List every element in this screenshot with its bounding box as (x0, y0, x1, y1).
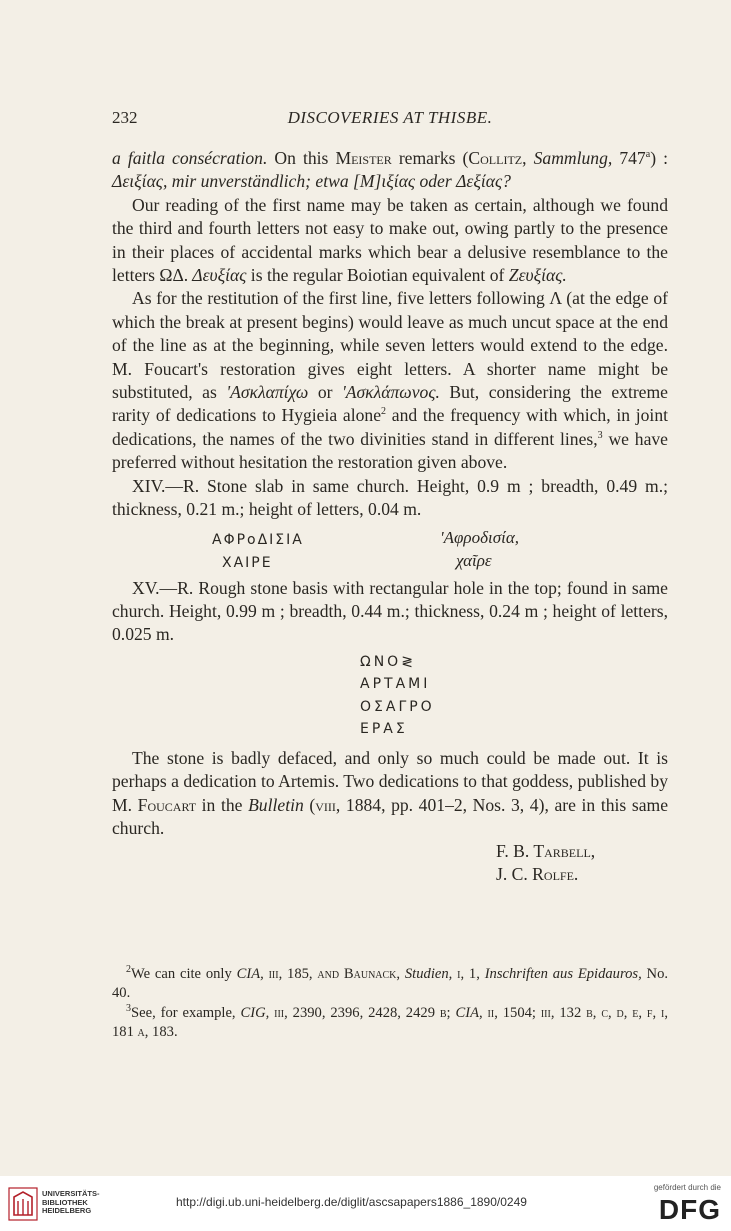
dfg-logo: DFG (658, 1194, 721, 1225)
signature-2: J. C. Rolfe. (496, 864, 579, 885)
p6-c: ( (303, 794, 316, 815)
page-number: 232 (112, 108, 138, 127)
p1-b: On this (267, 148, 336, 168)
paragraph-xv: XV.—R. Rough stone basis with rectangular hole in the top; found in same church. Height, 0.99 m ; breadth, 0.44 m.; thickness, 0.24 m ; height of letters, 0.025 m. (112, 577, 668, 645)
p2-text: Our reading of the first name may be taken as certain, although we found the third and fourth letters not easy to make out, owing partly to the presence in their places of accidental marks which bear a delusive resemblance to the letters ΩΔ. (112, 194, 668, 286)
university-library-logo (8, 1187, 38, 1221)
paragraph-xiv: XIV.—R. Stone slab in same church. Height, 0.9 m ; breadth, 0.49 m.; thickness, 0.21 m.; height of letters, 0.04 m. (112, 475, 668, 520)
library-line: BIBLIOTHEK (42, 1197, 88, 1207)
p6-a: The stone is badly defaced, and only so much could be made out. It is perhaps a dedication to Artemis. Two dedications to that goddess, published by M. (112, 747, 668, 815)
p3-d: we have preferred without hesitation the restoration given above. (112, 428, 668, 473)
p1-g: Δειξίας, mir unverständlich; etwa [M]ιξίας oder Δεξίας? (112, 171, 511, 192)
inscription-xv (112, 651, 668, 741)
author-foucart: Foucart (137, 794, 197, 815)
p1-e: 747 (612, 148, 646, 168)
digitization-footer (0, 1176, 731, 1231)
p3-greek2: 'Ασκλάπωνος. (342, 382, 440, 403)
library-line: HEIDELBERG (42, 1206, 92, 1215)
fn2-baunack: Baunack (343, 966, 397, 982)
fn2-c: , (396, 966, 405, 982)
footnote-2 (112, 965, 668, 1004)
fn2-d: i, 1, (452, 966, 485, 982)
inscription-xiv (112, 525, 668, 573)
p3-or: or (308, 382, 342, 403)
p6-d: , 1884, pp. 401–2, Nos. 3, 4), are in this same church. (112, 794, 669, 838)
running-title: DISCOVERIES AT THISBE. (287, 108, 493, 127)
p1-a: a faitla consécration. (112, 148, 268, 168)
p1-c: remarks ( (391, 148, 469, 168)
p3-c: and the frequency with which, in joint dedications, the names of the two divinities stand in different lines, (112, 405, 668, 449)
work-sammlung: Sammlung, (533, 148, 613, 168)
funding-note: gefördert durch die (653, 1183, 721, 1192)
source-url-link[interactable]: http://digi.ub.uni-heidelberg.de/diglit/ascsapapers1886_1890/0249 (176, 1195, 527, 1209)
author-meister: Meister (335, 148, 392, 168)
library-name (42, 1190, 100, 1216)
inscription-xiv-transcription-1: 'Αφροδισία, (440, 527, 519, 547)
fn2-a: We can cite only (131, 966, 237, 982)
author-collitz: Collitz (468, 148, 523, 168)
fn3-mark: 3 (126, 1002, 131, 1014)
work-bulletin: Bulletin (248, 794, 304, 815)
p3-greek1: 'Ασκλαπίχω (226, 382, 309, 403)
inscription-xv-line: ΩΝΟ≷ (360, 653, 416, 670)
footnotes (112, 965, 668, 1043)
signature-1: F. B. Tarbell, (496, 841, 596, 862)
fn2-e: No. 40. (112, 966, 669, 1002)
footnote-ref-3: 3 (597, 430, 603, 442)
fn2-inschriften: Inschriften aus Epidauros, (484, 966, 642, 982)
fn3-b: iii, 2390, 2396, 2428, 2429 b; (269, 1004, 456, 1021)
fn3-c: ii, 1504; iii, 132 b, c, d, e, f, i, 181 a, 183. (112, 1004, 668, 1041)
page-header (112, 108, 668, 130)
footnote-3 (112, 1004, 668, 1043)
p3-a: As for the restitution of the first line, five letters following Λ (at the edge of which the break at present begins) would leave as much uncut space at the end of the line as at the beginning, while seven letters would extend to the edge. M. Foucart's restoration gives eight letters. A shorter name might be substituted, as (112, 288, 668, 403)
inscription-xiv-line1: ΑΦΡοΔΙΣΙΑ (212, 531, 304, 548)
inscription-xv-line: ΕΡΑΣ (360, 721, 408, 738)
paragraph-2 (112, 194, 668, 288)
fn2-cia: CIA, (236, 966, 264, 982)
p1-sup: a (645, 149, 651, 161)
p2-greek2: Ζευξίας. (508, 265, 567, 286)
fn2-studien: Studien, (404, 966, 453, 982)
inscription-xv-line: ΟΣΑΓΡΟ (360, 698, 435, 715)
p2-b: is the regular Boiotian equivalent of (246, 265, 509, 286)
p2-greek: Δευξίας (188, 265, 247, 286)
fn3-cig: CIG, (240, 1004, 270, 1021)
inscription-xiv-transcription-2: χαῖρε (456, 550, 492, 570)
p1-d: , (522, 148, 534, 168)
paragraph-1 (112, 147, 668, 194)
paragraph-3 (112, 287, 668, 474)
footnote-ref-2: 2 (381, 406, 387, 418)
fn3-a: See, for example, (131, 1004, 241, 1021)
fn3-cia: CIA, (455, 1004, 483, 1021)
p3-b: But, considering the extreme rarity of dedications to Hygieia alone (112, 382, 668, 426)
p6-b: in the (196, 794, 249, 815)
body-text (112, 147, 668, 886)
fn2-mark: 2 (126, 964, 131, 976)
inscription-xiv-line2: ΧΑΙΡΕ (222, 554, 273, 571)
p6-volume: viii (315, 794, 336, 815)
paragraph-6 (112, 747, 668, 841)
inscription-xv-line: ΑΡΤΑΜΙ (360, 676, 431, 693)
p1-f: ) : (650, 148, 668, 168)
fn2-b: iii, 185, and (263, 966, 344, 982)
library-line: UNIVERSITÄTS- (42, 1189, 100, 1198)
